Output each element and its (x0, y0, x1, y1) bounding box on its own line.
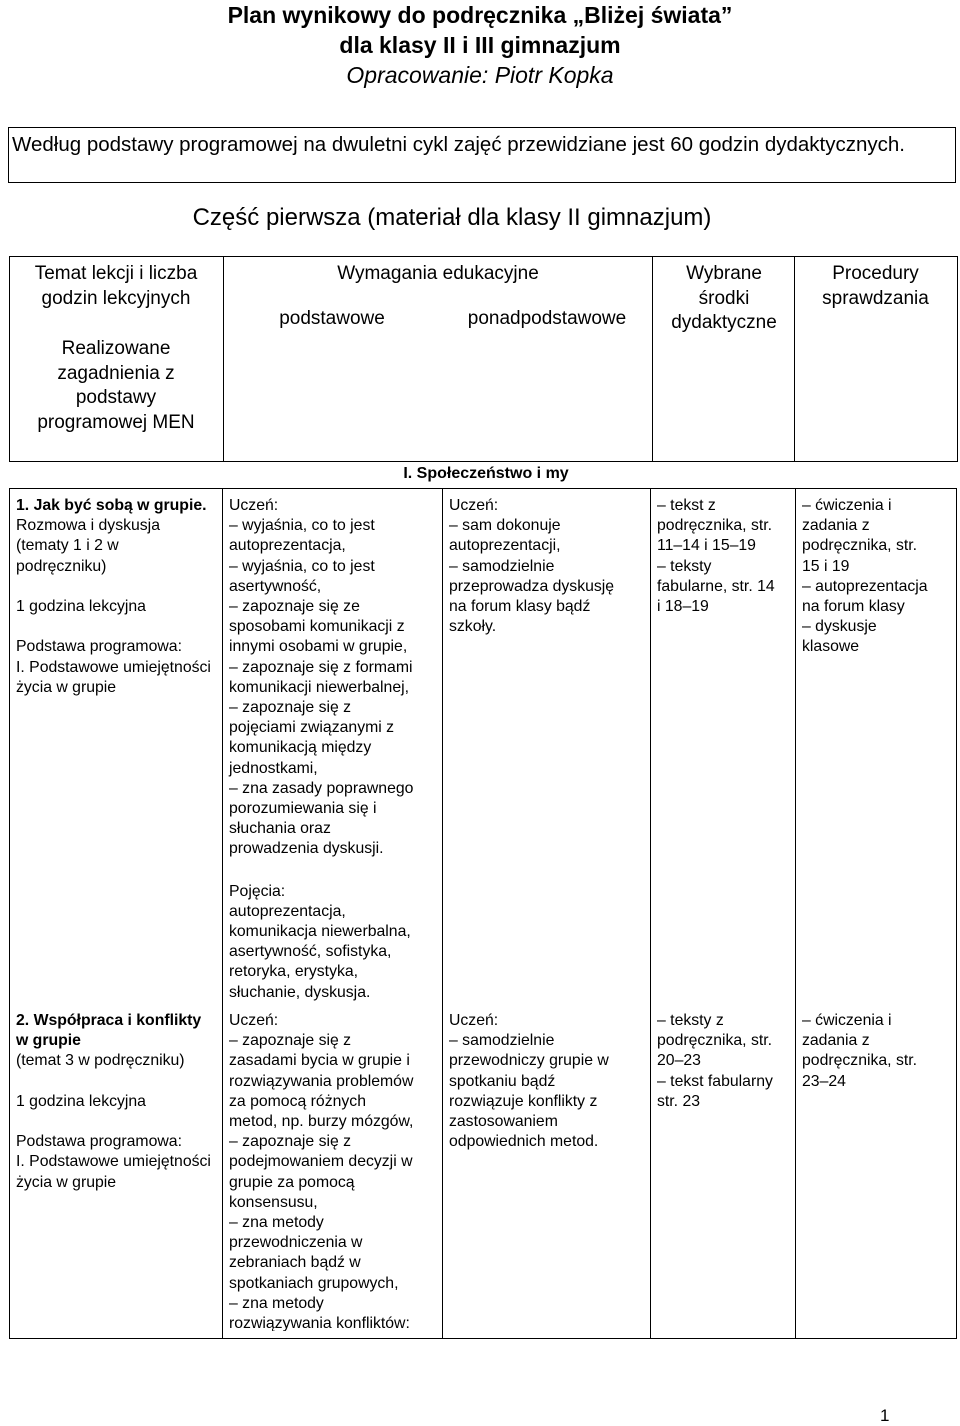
lesson1-topic-cell (16, 496, 212, 698)
table-border (9, 488, 957, 489)
lesson2-means-line: podręcznika, str. (657, 1032, 773, 1050)
lesson2-basic-line: podejmowaniem decyzji w (229, 1153, 413, 1171)
lesson2-basic-line: metod, np. burzy mózgów, (229, 1113, 414, 1131)
document-author: Opracowanie: Piotr Kopka (346, 62, 614, 88)
intro-box (8, 127, 956, 183)
lesson1-title: 1. Jak być sobą w grupie. (16, 497, 207, 514)
lesson2-basic-line: zasadami bycia w grupie i (229, 1052, 410, 1070)
header-divider (652, 256, 653, 462)
lesson1-procedures-line: klasowe (802, 638, 860, 656)
lesson2-hours: 1 godzina lekcyjna (16, 1092, 146, 1110)
lesson2-advanced-line: Uczeń: (449, 1012, 499, 1029)
lesson2-procedures-cell (802, 1011, 954, 1092)
lesson1-procedures-line: na forum klasy (802, 598, 905, 616)
lesson1-basic-line: prowadzenia dyskusji. (229, 840, 384, 858)
lesson1-basis: I. Podstawowe umiejętności życia w grupie (16, 658, 211, 696)
lesson2-title: 2. Współpraca i konflikty w grupie (16, 1012, 202, 1050)
lesson1-concepts-line: retoryka, erystyka, (229, 963, 359, 981)
lesson1-means-line: 11–14 i 15–19 (657, 537, 756, 555)
lesson2-topic-cell (16, 1011, 216, 1193)
column-divider (795, 488, 796, 1338)
header-topic: Temat lekcji i liczba godzin lekcyjnych (34, 263, 198, 309)
lesson2-advanced-line: spotkaniu bądź (449, 1072, 556, 1090)
lesson1-advanced-cell (449, 496, 647, 637)
lesson2-basic-line: Uczeń: (229, 1012, 279, 1029)
column-divider (442, 488, 443, 1338)
lesson2-basis: I. Podstawowe umiejętności życia w grupie (16, 1153, 211, 1191)
lesson1-basic-line: innymi osobami w grupie, (229, 638, 408, 656)
lesson1-basic-line: Uczeń: (229, 497, 279, 514)
lesson1-basic-line: – zapoznaje się z formami (229, 658, 413, 676)
header-means: Wybrane środki dydaktyczne (671, 263, 777, 333)
lesson1-concepts-line: Pojęcia: (229, 882, 286, 900)
lesson1-means-line: i 18–19 (657, 598, 709, 616)
lesson1-means-cell (657, 496, 793, 617)
lesson1-procedures-line: 15 i 19 (802, 557, 850, 575)
lesson2-basic-line: rozwiązywania problemów (229, 1072, 414, 1090)
header-requirements: Wymagania edukacyjne (337, 263, 539, 284)
lesson1-basic-line: jednostkami, (229, 759, 318, 777)
lesson1-concepts-line: autoprezentacja, (229, 902, 346, 920)
lesson1-procedures-line: – dyskusje (802, 618, 877, 636)
lesson1-subtitle: Rozmowa i dyskusja (16, 517, 160, 535)
lesson2-advanced-cell (449, 1011, 647, 1152)
table-border (9, 1338, 957, 1339)
lesson2-procedures-line: podręcznika, str. (802, 1052, 918, 1070)
lesson1-basic-cell (229, 496, 441, 1003)
lesson1-basis-label: Podstawa programowa: (16, 638, 182, 656)
lesson2-basic-line: – zapoznaje się z (229, 1032, 352, 1050)
lesson1-procedures-line: zadania z (802, 517, 870, 535)
lesson2-advanced-line: zastosowaniem (449, 1113, 558, 1131)
header-divider (223, 256, 224, 462)
header-procedures: Procedury sprawdzania (822, 263, 929, 309)
lesson2-procedures-line: zadania z (802, 1032, 870, 1050)
lesson2-advanced-line: rozwiązuje konflikty z (449, 1092, 598, 1110)
lesson1-advanced-line: – sam dokonuje (449, 517, 561, 535)
lesson1-means-line: podręcznika, str. (657, 517, 773, 535)
lesson2-basic-line: – zna metody (229, 1214, 324, 1232)
lesson1-concepts-line: słuchanie, dyskusja. (229, 983, 371, 1001)
document-title: Plan wynikowy do podręcznika „Bliżej świata” (227, 2, 733, 28)
lesson1-procedures-line: – autoprezentacja (802, 577, 928, 595)
page-number: 1 (880, 1406, 890, 1425)
lesson1-advanced-line: przeprowadza dyskusję (449, 577, 615, 595)
table-border (9, 488, 10, 1338)
header-advanced: ponadpodstawowe (467, 308, 627, 329)
lesson1-basic-line: pojęciami związanymi z (229, 719, 395, 737)
lesson1-procedures-line: podręcznika, str. (802, 537, 918, 555)
lesson2-basic-line: konsensusu, (229, 1193, 318, 1211)
lesson2-means-cell (657, 1011, 793, 1112)
lesson1-means-line: – tekst z (657, 497, 716, 514)
lesson1-basic-line: komunikacji niewerbalnej, (229, 678, 409, 696)
column-divider (650, 488, 651, 1338)
lesson1-means-line: fabularne, str. 14 (657, 577, 775, 595)
lesson1-basic-line: komunikacją między (229, 739, 372, 757)
document-subtitle: dla klasy II i III gimnazjum (339, 32, 621, 58)
lesson1-advanced-line: autoprezentacji, (449, 537, 561, 555)
lesson1-means-line: – teksty (657, 557, 712, 575)
lesson2-basic-line: za pomocą różnych (229, 1092, 366, 1110)
lesson1-basic-line: – wyjaśnia, co to jest (229, 517, 375, 535)
table-border (956, 488, 957, 1338)
lesson1-basic-line: asertywność, (229, 577, 322, 595)
lesson1-basic-line: sposobami komunikacji z (229, 618, 405, 636)
lesson1-topics-ref: (tematy 1 i 2 w podręczniku) (16, 537, 119, 575)
lesson2-means-line: – teksty z (657, 1012, 724, 1029)
part-title: Część pierwsza (materiał dla klasy II gimnazjum) (192, 204, 712, 231)
lesson1-procedures-line: – ćwiczenia i (802, 497, 892, 514)
lesson2-topics-ref: (temat 3 w podręczniku) (16, 1052, 185, 1070)
lesson2-advanced-line: odpowiednich metod. (449, 1133, 599, 1151)
header-divider (794, 256, 795, 462)
lesson2-basic-line: zebraniach bądź w (229, 1254, 361, 1272)
lesson1-hours: 1 godzina lekcyjna (16, 598, 146, 615)
lesson1-advanced-line: Uczeń: (449, 497, 499, 514)
lesson2-procedures-line: 23–24 (802, 1072, 846, 1090)
section-title: I. Społeczeństwo i my (403, 465, 569, 482)
lesson1-basic-line: autoprezentacja, (229, 537, 346, 555)
header-basic: podstawowe (279, 308, 385, 329)
lesson1-concepts-line: asertywność, sofistyka, (229, 943, 392, 961)
lesson1-basic-line: – zapoznaje się ze (229, 598, 360, 616)
lesson2-basic-line: przewodniczenia w (229, 1234, 363, 1252)
lesson1-procedures-cell (802, 496, 954, 658)
lesson2-procedures-line: – ćwiczenia i (802, 1012, 892, 1029)
lesson2-means-line: str. 23 (657, 1092, 701, 1110)
header-basis: Realizowane zagadnienia z podstawy programowej MEN (37, 338, 195, 433)
lesson2-advanced-line: przewodniczy grupie w (449, 1052, 609, 1070)
lesson1-basic-line: – zapoznaje się z (229, 699, 352, 717)
lesson1-concepts-line: komunikacja niewerbalna, (229, 923, 411, 941)
lesson2-means-line: – tekst fabularny (657, 1072, 773, 1090)
lesson1-advanced-line: szkoły. (449, 618, 497, 636)
lesson1-basic-line: – wyjaśnia, co to jest (229, 557, 375, 575)
lesson1-basic-line: słuchania oraz (229, 820, 331, 838)
lesson2-basic-line: spotkaniach grupowych, (229, 1274, 399, 1292)
lesson2-basis-label: Podstawa programowa: (16, 1133, 182, 1151)
lesson1-basic-line: porozumiewania się i (229, 800, 377, 818)
lesson2-basic-line: grupie za pomocą (229, 1173, 355, 1191)
lesson2-means-line: 20–23 (657, 1052, 701, 1070)
lesson2-advanced-line: – samodzielnie (449, 1032, 555, 1050)
lesson1-basic-line: – zna zasady poprawnego (229, 779, 414, 797)
lesson2-basic-line: rozwiązywania konfliktów: (229, 1315, 410, 1331)
column-divider (222, 488, 223, 1338)
lesson1-advanced-line: – samodzielnie (449, 557, 555, 575)
lesson2-basic-line: – zna metody (229, 1294, 324, 1312)
lesson1-advanced-line: na forum klasy bądź (449, 598, 591, 616)
intro-text: Według podstawy programowej na dwuletni cykl zajęć przewidziane jest 60 godzin dydaktycznych. (12, 133, 905, 156)
lesson2-basic-line: – zapoznaje się z (229, 1133, 352, 1151)
lesson2-basic-cell (229, 1011, 441, 1331)
